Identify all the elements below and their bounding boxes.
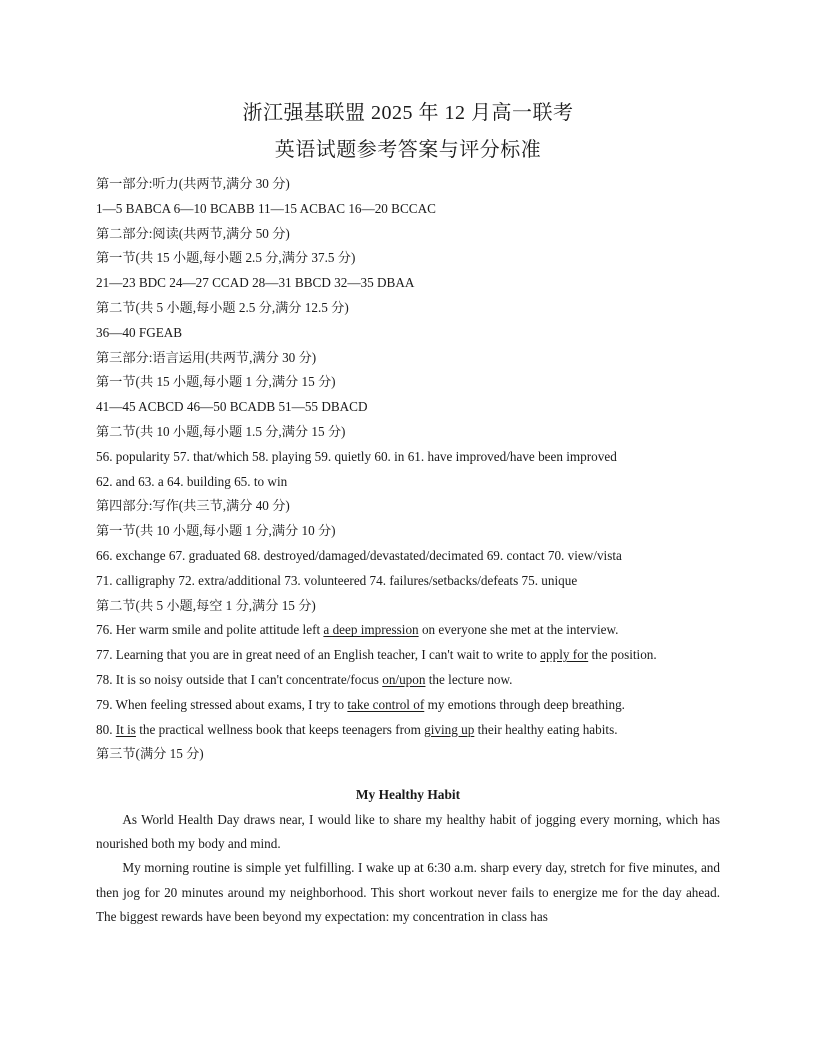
part2-heading: 第二部分:阅读(共两节,满分 50 分) bbox=[96, 225, 290, 241]
part4-section3-heading: 第三节(满分 15 分) bbox=[96, 746, 204, 762]
sentence-80-middle: the practical wellness book that keeps teenagers from bbox=[135, 721, 425, 737]
part3-section2-answers-line1: 56. popularity 57. that/which 58. playing 59. quietly 60. in 61. have improved/have been improved bbox=[96, 448, 617, 464]
sentence-76-start: 76. Her warm smile and polite attitude left bbox=[96, 622, 324, 638]
sentence-80-answer-1: It is bbox=[115, 721, 136, 737]
sentence-77-answer: apply for bbox=[540, 647, 589, 663]
sample-essay bbox=[96, 808, 720, 929]
essay-paragraph-2: My morning routine is simple yet fulfilling. I wake up at 6:30 a.m. sharp every day, stretch for five minutes, and then jog for 20 minutes around my neighborhood. This short workout never fails to energize me for the day ahead. The biggest rewards have been beyond my expectation: my concentration in class has bbox=[96, 860, 720, 924]
sentence-78 bbox=[96, 668, 726, 693]
part2-section2-heading: 第二节(共 5 小题,每小题 2.5 分,满分 12.5 分) bbox=[96, 299, 349, 315]
part3-section2-answers-line2: 62. and 63. a 64. building 65. to win bbox=[96, 473, 288, 489]
sentence-80 bbox=[96, 718, 726, 743]
essay-paragraph-1: As World Health Day draws near, I would like to share my healthy habit of jogging every morning, which has nourished both my body and mind. bbox=[96, 812, 720, 852]
sentence-77-start: 77. Learning that you are in great need of an English teacher, I can't wait to write to bbox=[96, 647, 541, 663]
document-subtitle: 英语试题参考答案与评分标准 bbox=[274, 139, 542, 161]
document-title: 浙江强基联盟 2025 年 12 月高一联考 bbox=[242, 102, 574, 124]
part3-section1-heading: 第一节(共 15 小题,每小题 1 分,满分 15 分) bbox=[96, 374, 336, 390]
sentence-76-end: on everyone she met at the interview. bbox=[418, 622, 619, 638]
sentence-78-start: 78. It is so noisy outside that I can't concentrate/focus bbox=[96, 671, 383, 687]
answer-list bbox=[96, 172, 726, 767]
essay-title: My Healthy Habit bbox=[355, 787, 461, 802]
part4-section1-heading: 第一节(共 10 小题,每小题 1 分,满分 10 分) bbox=[96, 523, 336, 539]
sentence-80-answer-2: giving up bbox=[424, 721, 475, 737]
part2-section1-answers: 21—23 BDC 24—27 CCAD 28—31 BBCD 32—35 DBAA bbox=[96, 275, 415, 291]
part2-section1-heading: 第一节(共 15 小题,每小题 2.5 分,满分 37.5 分) bbox=[96, 250, 356, 266]
sentence-78-end: the lecture now. bbox=[425, 671, 513, 687]
part2-section2-answers: 36—40 FGEAB bbox=[96, 324, 183, 340]
sentence-80-start: 80. bbox=[96, 721, 116, 737]
part4-heading: 第四部分:写作(共三节,满分 40 分) bbox=[96, 498, 290, 514]
sentence-79 bbox=[96, 693, 726, 718]
sentence-78-answer: on/upon bbox=[382, 671, 426, 687]
part4-section1-answers-line1: 66. exchange 67. graduated 68. destroyed/damaged/devastated/decimated 69. contact 70. view/vista bbox=[96, 547, 622, 563]
part1-heading: 第一部分:听力(共两节,满分 30 分) bbox=[96, 176, 290, 191]
part3-section2-heading: 第二节(共 10 小题,每小题 1.5 分,满分 15 分) bbox=[96, 423, 346, 439]
sentence-77-end: the position. bbox=[588, 647, 657, 663]
sentence-79-answer: take control of bbox=[347, 696, 425, 712]
part4-section2-heading: 第二节(共 5 小题,每空 1 分,满分 15 分) bbox=[96, 597, 316, 613]
sentence-80-end: their healthy eating habits. bbox=[474, 721, 618, 737]
part3-section1-answers: 41—45 ACBCD 46—50 BCADB 51—55 DBACD bbox=[96, 399, 368, 415]
part4-section1-answers-line2: 71. calligraphy 72. extra/additional 73. volunteered 74. failures/setbacks/defeats 75. unique bbox=[96, 572, 578, 588]
sentence-76-answer: a deep impression bbox=[323, 622, 419, 638]
sentence-77 bbox=[96, 643, 726, 668]
part3-heading: 第三部分:语言运用(共两节,满分 30 分) bbox=[96, 349, 317, 365]
sentence-79-start: 79. When feeling stressed about exams, I try to bbox=[96, 696, 348, 712]
sentence-76 bbox=[96, 618, 726, 643]
sentence-79-end: my emotions through deep breathing. bbox=[424, 696, 625, 712]
part1-answers: 1—5 BABCA 6—10 BCABB 11—15 ACBAC 16—20 BCCAC bbox=[96, 200, 436, 216]
